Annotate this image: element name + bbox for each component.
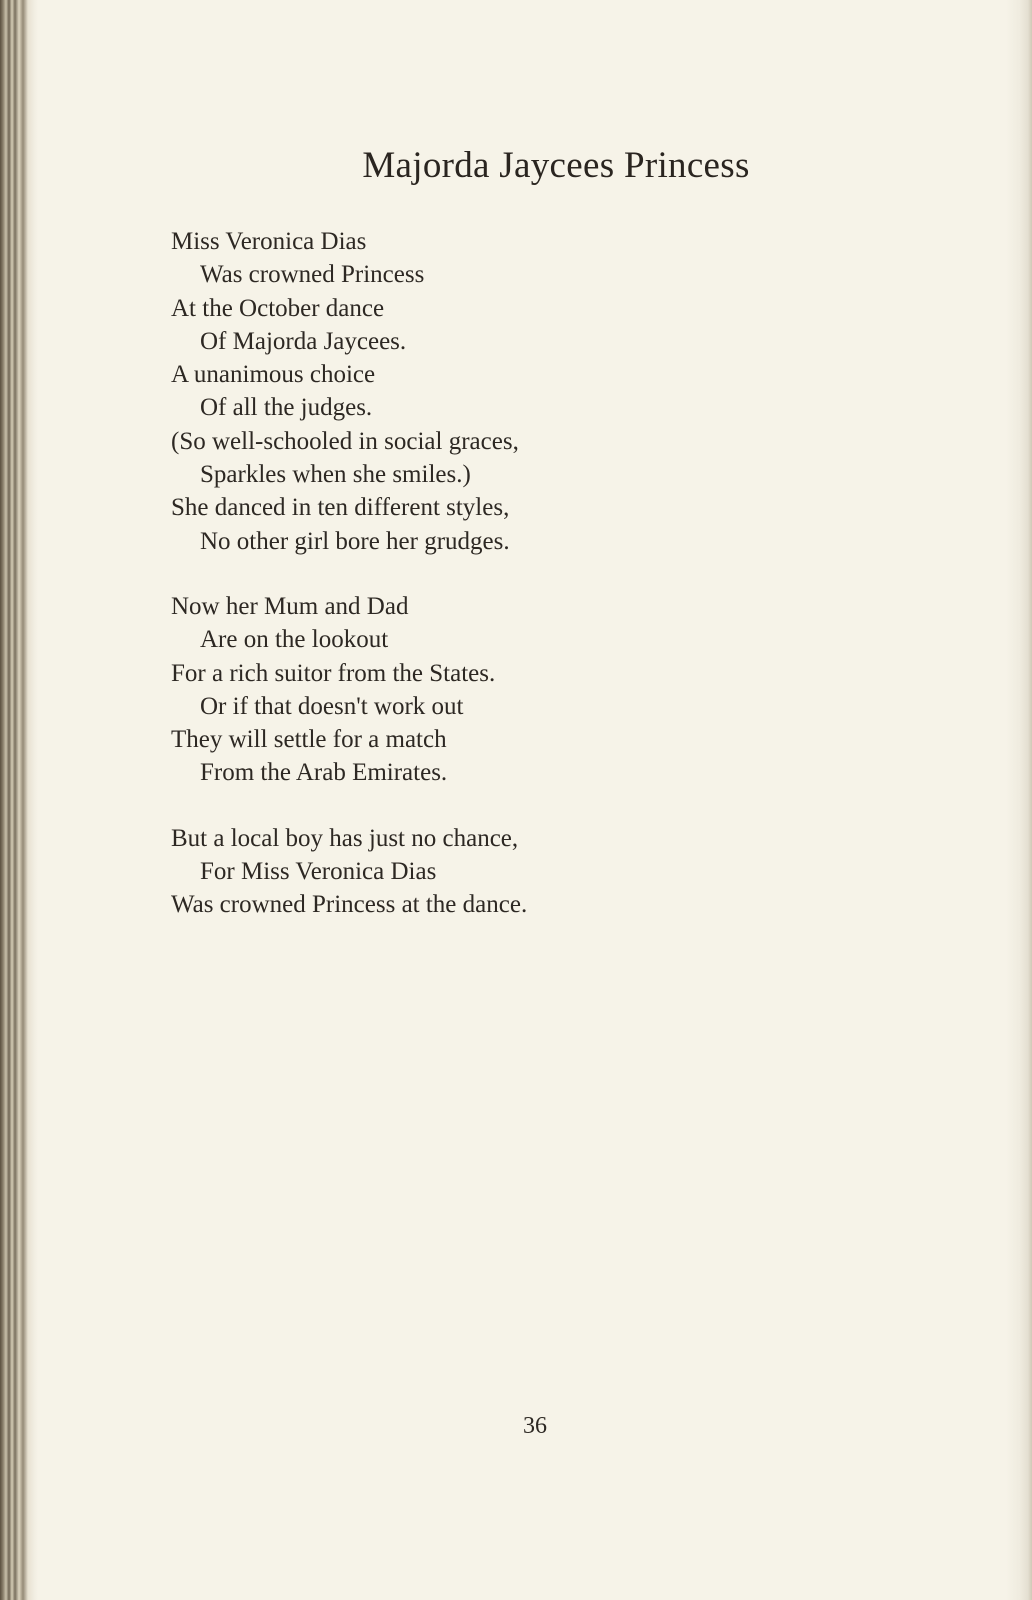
- poem-line: For a rich suitor from the States.: [171, 659, 496, 687]
- poem-line: Miss Veronica Dias: [171, 228, 367, 255]
- book-binding-edge: [0, 0, 38, 1600]
- poem-line: They will settle for a match: [171, 726, 447, 754]
- poem-line: But a local boy has just no chance,: [171, 824, 519, 852]
- poem-line: A unanimous choice: [171, 361, 376, 389]
- poem-line: Are on the lookout: [200, 626, 389, 654]
- poem-line: Now her Mum and Dad: [171, 592, 409, 620]
- stanza-2: [171, 590, 527, 790]
- poem-line: Was crowned Princess: [200, 261, 425, 289]
- page-right-edge: [1006, 0, 1032, 1600]
- page-number: 36: [523, 1413, 547, 1439]
- poem-line: At the October dance: [171, 294, 385, 322]
- poem-title: Majorda Jaycees Princess: [362, 145, 750, 186]
- poem-line: Or if that doesn't work out: [200, 692, 464, 720]
- poem-line: Of all the judges.: [200, 394, 373, 422]
- poem-line: Sparkles when she smiles.): [200, 461, 471, 489]
- poem-line: (So well-schooled in social graces,: [171, 427, 519, 455]
- poem-line: Was crowned Princess at the dance.: [171, 891, 528, 919]
- poem-line: From the Arab Emirates.: [200, 759, 448, 787]
- poem-line: She danced in ten different styles,: [171, 494, 510, 522]
- stanza-3: [171, 822, 527, 922]
- poem-line: For Miss Veronica Dias: [200, 858, 437, 886]
- poem-body: [171, 225, 527, 954]
- stanza-1: [171, 225, 527, 558]
- poem-line: Of Majorda Jaycees.: [200, 327, 407, 355]
- poem-line: No other girl bore her grudges.: [200, 527, 510, 555]
